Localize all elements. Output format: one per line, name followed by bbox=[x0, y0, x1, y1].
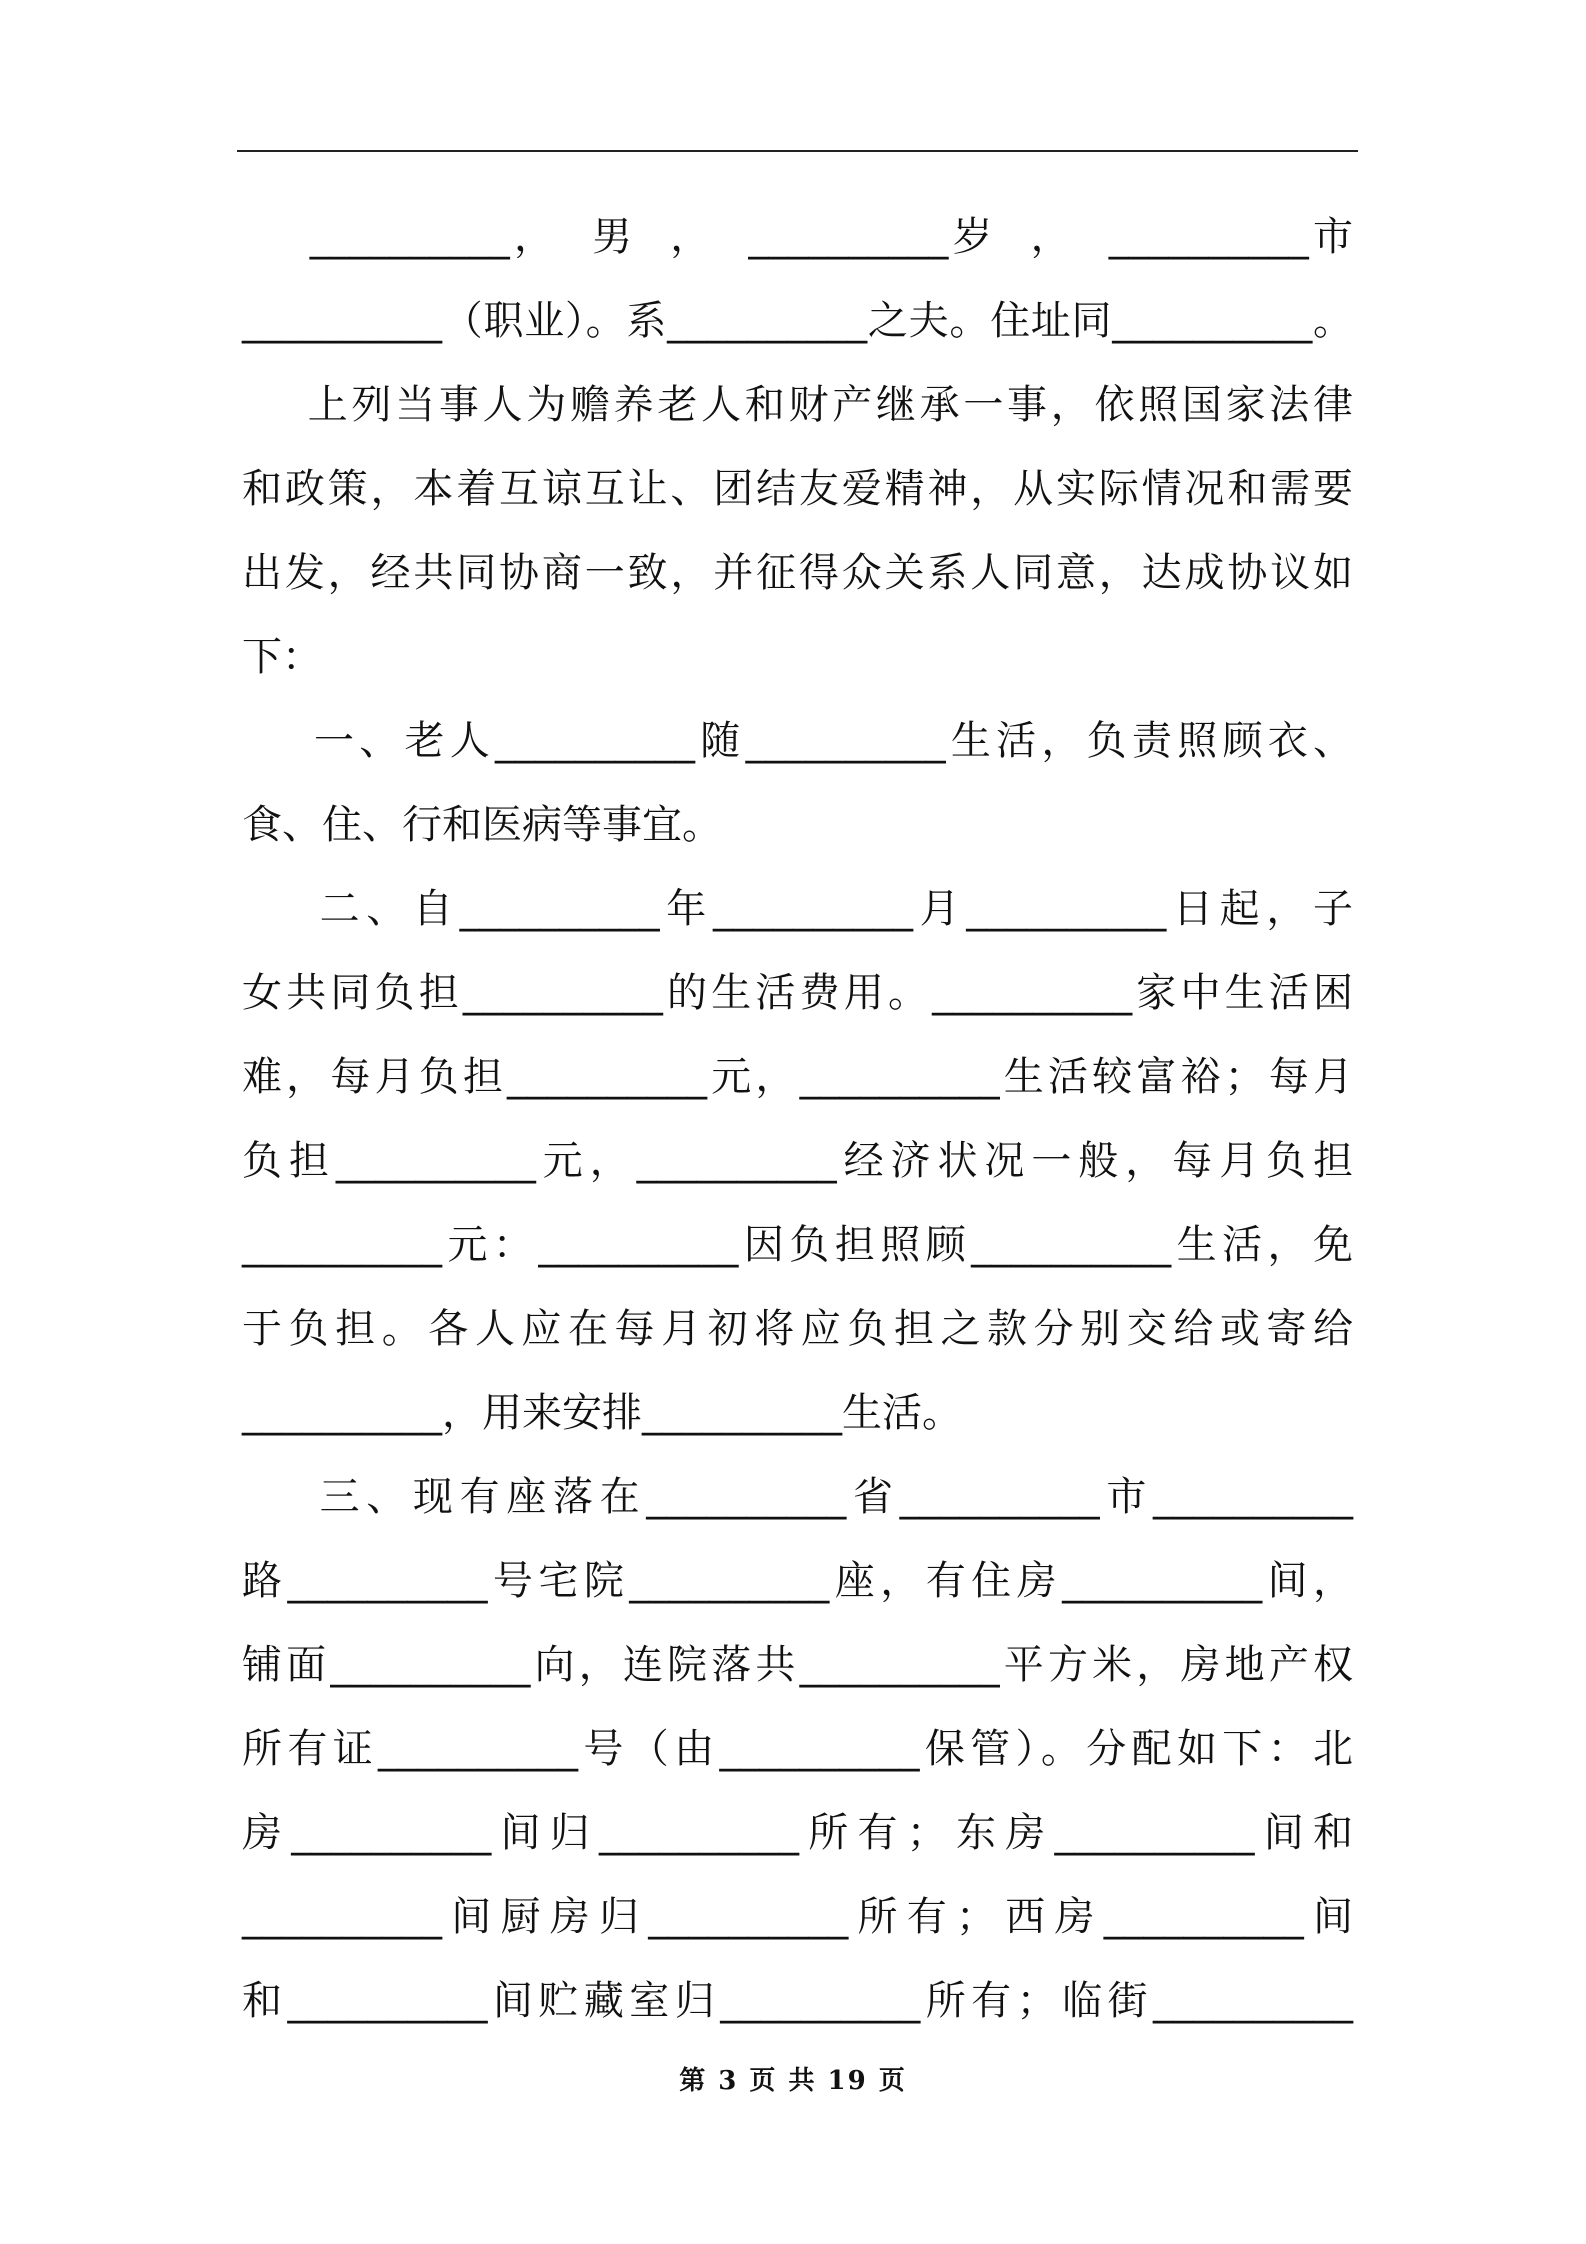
text-line: 难，每月负担__________元，__________生活较富裕；每月 bbox=[242, 1054, 1353, 1100]
text-line: 食、住、行和医病等事宜。 bbox=[242, 802, 722, 848]
text-line: 出发，经共同协商一致，并征得众关系人同意，达成协议如 bbox=[242, 550, 1353, 596]
text-line: 所有证__________号（由__________保管）。分配如下：北 bbox=[242, 1726, 1353, 1772]
text-line: 铺面__________向，连院落共__________平方米，房地产权 bbox=[242, 1642, 1353, 1688]
text-line: 二、自__________年__________月__________日起，子 bbox=[242, 886, 1353, 932]
page-number: 第 3 页 共 19 页 bbox=[679, 2066, 907, 2096]
text-line: 一、老人__________随__________生活，负责照顾衣、 bbox=[242, 718, 1353, 764]
text-line: 负担__________元，__________经济状况一般，每月负担 bbox=[242, 1138, 1353, 1184]
text-line: __________， 男 ， __________岁 ， __________市 bbox=[242, 214, 1353, 260]
text-line: __________间厨房归__________所有；西房__________间 bbox=[242, 1894, 1353, 1940]
text-line: 和政策，本着互谅互让、团结友爱精神，从实际情况和需要 bbox=[242, 466, 1353, 512]
text-line: 和__________间贮藏室归__________所有；临街__________ bbox=[242, 1978, 1353, 2024]
text-line: 三、现有座落在__________省__________市__________ bbox=[242, 1474, 1353, 1520]
text-line: __________，用来安排__________生活。 bbox=[242, 1390, 962, 1436]
text-line: 女共同负担__________的生活费用。__________家中生活困 bbox=[242, 970, 1353, 1016]
header-rule bbox=[237, 150, 1358, 152]
text-line: 房__________间归__________所有；东房__________间和 bbox=[242, 1810, 1353, 1856]
document-body bbox=[242, 195, 1353, 2043]
text-line: __________元：__________因负担照顾__________生活，免 bbox=[242, 1222, 1353, 1268]
text-line: 上列当事人为赡养老人和财产继承一事，依照国家法律 bbox=[242, 382, 1353, 428]
text-line: __________（职业）。系__________之夫。住址同__________。 bbox=[242, 298, 1353, 344]
text-line: 路__________号宅院__________座，有住房__________间， bbox=[242, 1558, 1353, 1604]
text-line: 于负担。各人应在每月初将应负担之款分别交给或寄给 bbox=[242, 1306, 1353, 1352]
text-line: 下： bbox=[242, 634, 322, 680]
